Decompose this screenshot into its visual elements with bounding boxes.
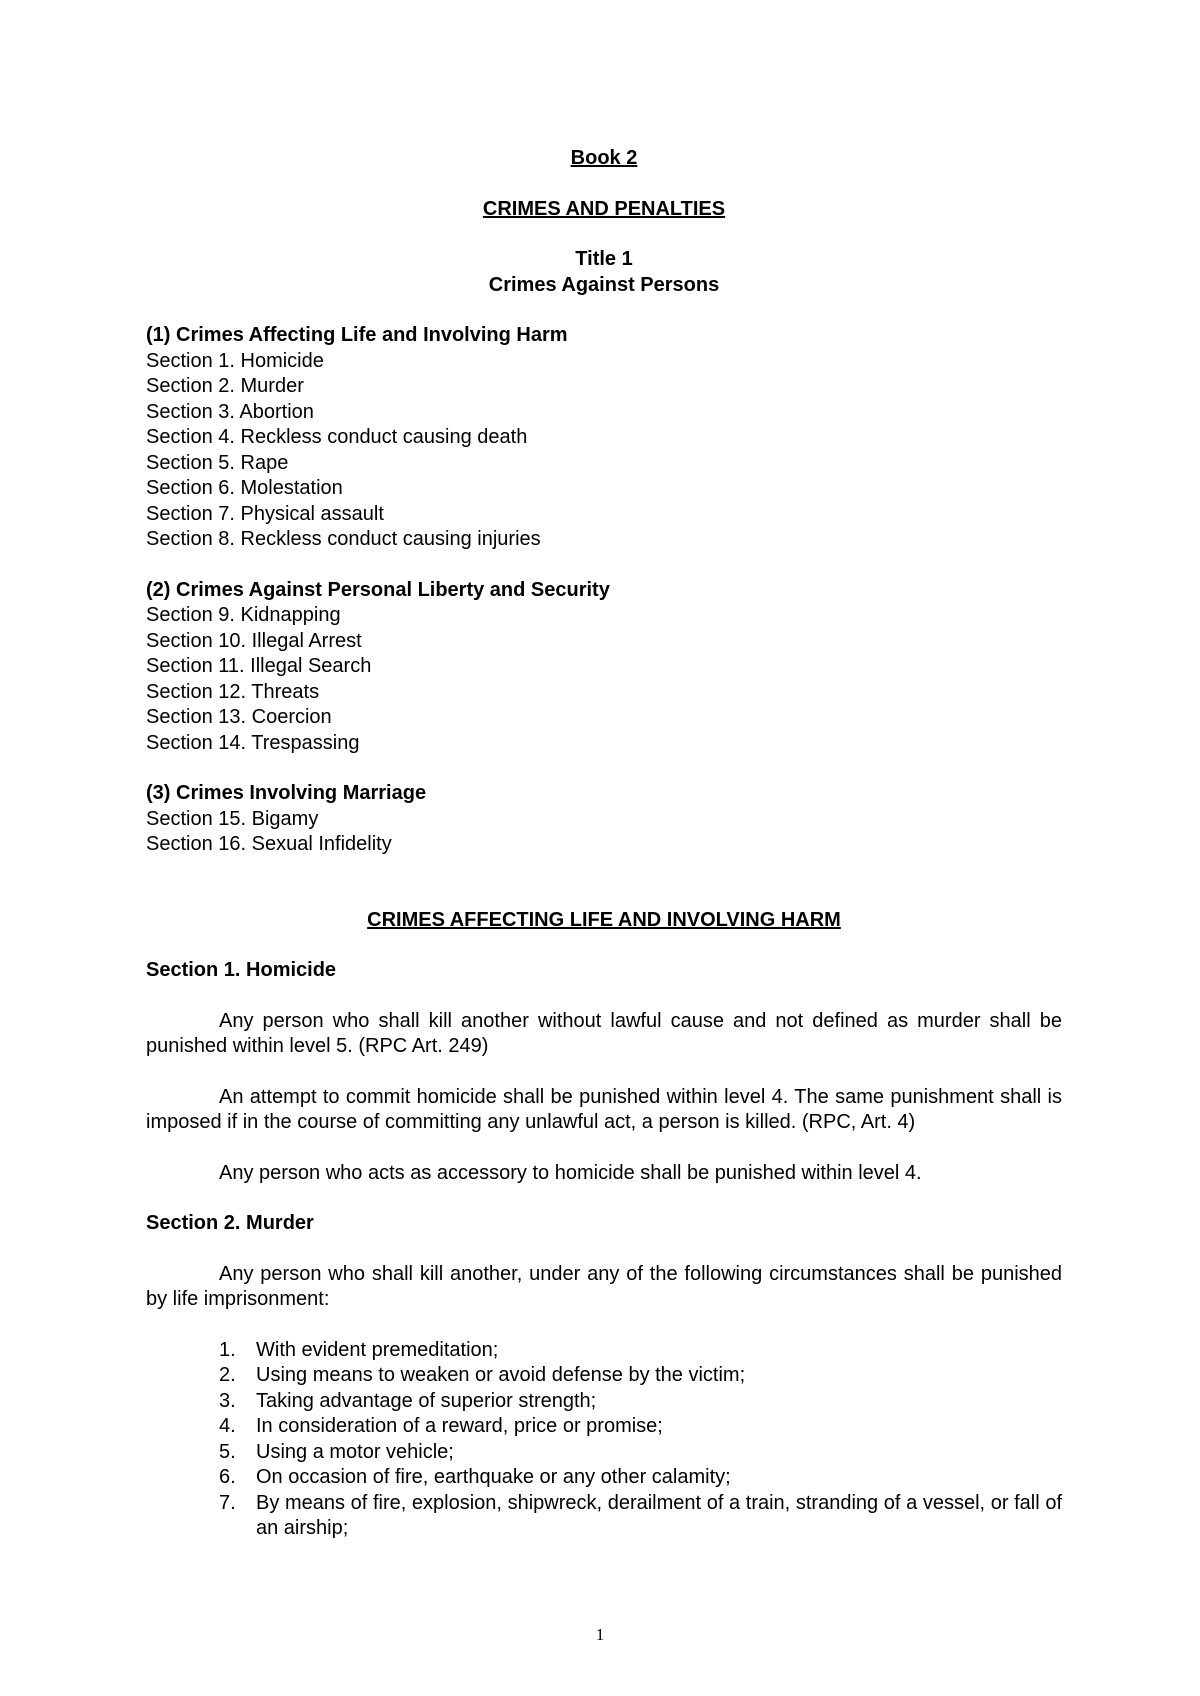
list-item-text: On occasion of fire, earthquake or any other calamity; (256, 1466, 731, 1488)
list-item-text: Taking advantage of superior strength; (256, 1389, 597, 1412)
list-item (146, 1465, 1062, 1491)
list-item-number: 6. (219, 1466, 236, 1488)
toc-heading: (1) Crimes Affecting Life and Involving Harm (146, 324, 568, 346)
list-item (146, 1363, 1062, 1389)
list-item-number: 1. (219, 1338, 236, 1361)
book-title: CRIMES AND PENALTIES (482, 197, 726, 220)
list-item (146, 1491, 1062, 1542)
toc-entry: Section 2. Murder (146, 375, 304, 397)
toc-group-3 (146, 781, 1062, 858)
toc-entry: Section 3. Abortion (146, 400, 314, 423)
title-name: Crimes Against Persons (488, 273, 720, 296)
list-item (146, 1389, 1062, 1415)
list-item-text: Using means to weaken or avoid defense by the victim; (256, 1364, 746, 1386)
chapter-heading: CRIMES AFFECTING LIFE AND INVOLVING HARM (367, 908, 841, 931)
section-1-paragraph: Any person who shall kill another without lawful cause and not defined as murder shall be punished within level 5. (RPC Art. 249) (146, 1009, 1062, 1057)
list-item-text: In consideration of a reward, price or promise; (256, 1415, 663, 1437)
list-item (146, 1414, 1062, 1440)
section-1-paragraph: Any person who acts as accessory to homicide shall be punished within level 4. (219, 1161, 922, 1184)
section-1-paragraph: An attempt to commit homicide shall be punished within level 4. The same punishment shall is imposed if in the course of committing any unlawful act, a person is killed. (RPC, Art. 4) (146, 1085, 1062, 1133)
list-item-text: With evident premeditation; (256, 1338, 499, 1361)
toc-heading: (2) Crimes Against Personal Liberty and Security (146, 578, 610, 601)
toc-group-2 (146, 578, 1062, 757)
section-2-heading: Section 2. Murder (146, 1212, 314, 1234)
book-number: Book 2 (570, 147, 638, 169)
toc-entry: Section 9. Kidnapping (146, 604, 341, 626)
toc-entry: Section 5. Rape (146, 451, 289, 474)
toc-entry: Section 12. Threats (146, 680, 320, 703)
toc-entry: Section 4. Reckless conduct causing death (146, 426, 528, 448)
list-item-number: 3. (219, 1389, 236, 1412)
title-number: Title 1 (575, 248, 633, 270)
list-item (146, 1338, 1062, 1364)
toc-entry: Section 10. Illegal Arrest (146, 629, 362, 652)
toc-entry: Section 7. Physical assault (146, 502, 384, 525)
toc-entry: Section 6. Molestation (146, 477, 343, 499)
toc-entry: Section 15. Bigamy (146, 807, 319, 830)
toc-entry: Section 13. Coercion (146, 706, 332, 728)
toc-entry: Section 16. Sexual Infidelity (146, 833, 392, 855)
murder-circumstances-list (146, 1338, 1062, 1542)
toc-entry: Section 11. Illegal Search (146, 655, 372, 677)
list-item-number: 5. (219, 1440, 236, 1463)
list-item-number: 2. (219, 1364, 236, 1386)
toc-entry: Section 14. Trespassing (146, 731, 360, 754)
list-item-number: 4. (219, 1415, 236, 1437)
list-item (146, 1440, 1062, 1466)
page-content (146, 146, 1062, 1542)
section-1-heading: Section 1. Homicide (146, 959, 337, 981)
page-number: 1 (595, 1625, 605, 1644)
toc-heading: (3) Crimes Involving Marriage (146, 782, 427, 804)
list-item-text: Using a motor vehicle; (256, 1440, 454, 1463)
list-item-text: By means of fire, explosion, shipwreck, derailment of a train, stranding of a vessel, or fall of an airship; (256, 1491, 1062, 1539)
list-item-number: 7. (219, 1491, 236, 1514)
toc-group-1 (146, 323, 1062, 553)
toc-entry: Section 8. Reckless conduct causing injuries (146, 528, 541, 550)
toc-entry: Section 1. Homicide (146, 349, 324, 372)
section-2-intro: Any person who shall kill another, under any of the following circumstances shall be punished by life imprisonment: (146, 1262, 1062, 1310)
